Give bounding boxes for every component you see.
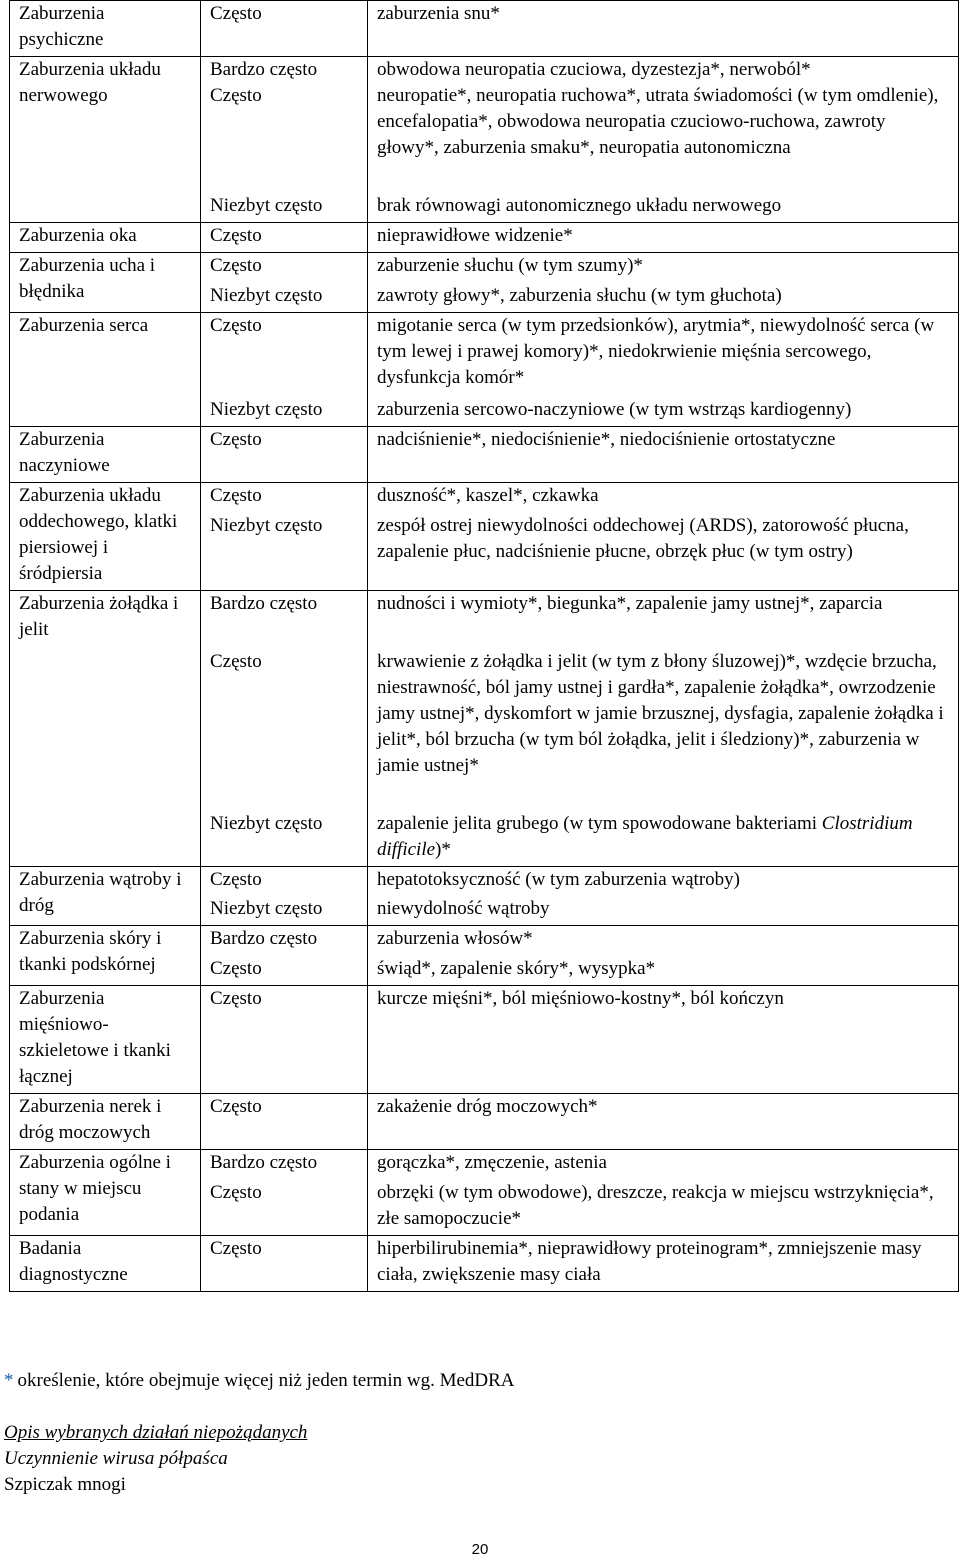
term-text: obrzęki (w tym obwodowe), dreszcze, reakcja w miejscu wstrzyknięcia*, złe samopoczucie* <box>377 1182 934 1229</box>
table-row <box>10 57 959 223</box>
term-text: zawroty głowy*, zaburzenia słuchu (w tym głuchota) <box>377 285 782 306</box>
term-cell <box>368 253 959 313</box>
frequency-label: Bardzo często <box>210 59 318 80</box>
frequency-cell <box>201 1 368 57</box>
term-text: brak równowagi autonomicznego układu nerwowego <box>377 195 782 216</box>
frequency-label: Niezbyt często <box>210 898 323 919</box>
frequency-cell <box>201 253 368 313</box>
frequency-cell <box>201 867 368 926</box>
frequency-label: Często <box>210 315 262 336</box>
frequency-label: Niezbyt często <box>210 813 323 834</box>
frequency-label: Często <box>210 1096 262 1117</box>
frequency-label: Często <box>210 988 262 1009</box>
table-row <box>10 313 959 427</box>
table-row <box>10 253 959 313</box>
term-text: kurcze mięśni*, ból mięśniowo-kostny*, ból kończyn <box>377 988 784 1009</box>
frequency-label: Często <box>210 1182 262 1203</box>
section-heading: Opis wybranych działań niepożądanych <box>4 1422 308 1443</box>
frequency-label: Często <box>210 225 262 246</box>
frequency-cell <box>201 1094 368 1150</box>
term-text: świąd*, zapalenie skóry*, wysypka* <box>377 958 656 979</box>
term-text: nieprawidłowe widzenie* <box>377 225 573 246</box>
term-text: neuropatie*, neuropatia ruchowa*, utrata świadomości (w tym omdlenie), encefalopatia*, obwodowa neuropatia czuciowo-ruchowa, zawroty głowy*, zaburzenia smaku*, neuropatia autonomiczna <box>377 85 939 158</box>
adverse-reactions-table <box>9 0 959 1292</box>
page-number: 20 <box>471 1541 489 1558</box>
term-cell <box>368 57 959 223</box>
frequency-cell <box>201 926 368 986</box>
frequency-label: Często <box>210 255 262 276</box>
term-text: zespół ostrej niewydolności oddechowej (ARDS), zatorowość płucna, zapalenie płuc, nadciśnienie płucne, obrzęk płuc (w tym ostry) <box>377 515 909 562</box>
table-row <box>10 427 959 483</box>
term-text: nudności i wymioty*, biegunka*, zapalenie jamy ustnej*, zaparcia <box>377 593 883 614</box>
term-text-with-italic <box>377 811 950 863</box>
term-text: zaburzenie słuchu (w tym szumy)* <box>377 255 643 276</box>
soc-cell: Zaburzenia skóry i tkanki podskórnej <box>10 926 201 986</box>
table-row <box>10 867 959 926</box>
frequency-cell <box>201 1150 368 1236</box>
soc-cell: Zaburzenia mięśniowo-szkieletowe i tkanki łącznej <box>10 986 201 1094</box>
frequency-cell <box>201 1236 368 1292</box>
term-text: migotanie serca (w tym przedsionków), arytmia*, niewydolność serca (w tym lewej i prawej komory)*, niedokrwienie mięśnia sercowego, dysfunkcja komór* <box>377 315 935 388</box>
frequency-label: Często <box>210 429 262 450</box>
frequency-label: Często <box>210 1238 262 1259</box>
term-text: niewydolność wątroby <box>377 898 550 919</box>
frequency-label: Często <box>210 485 262 506</box>
table-row <box>10 223 959 253</box>
frequency-label: Niezbyt często <box>210 195 323 216</box>
frequency-label: Bardzo często <box>210 1152 318 1173</box>
term-cell <box>368 591 959 867</box>
term-tail-text: )* <box>435 839 451 860</box>
soc-cell: Zaburzenia żołądka i jelit <box>10 591 201 867</box>
table-row <box>10 986 959 1094</box>
term-cell <box>368 427 959 483</box>
frequency-cell <box>201 986 368 1094</box>
frequency-label: Niezbyt często <box>210 285 323 306</box>
section-subheading: Uczynnienie wirusa półpaśca <box>4 1448 228 1469</box>
footnote <box>4 1368 515 1394</box>
table-row <box>10 1150 959 1236</box>
term-text: nadciśnienie*, niedociśnienie*, niedociśnienie ortostatyczne <box>377 429 836 450</box>
term-cell <box>368 223 959 253</box>
frequency-cell <box>201 313 368 427</box>
soc-cell: Zaburzenia ogólne i stany w miejscu podania <box>10 1150 201 1236</box>
term-text: krwawienie z żołądka i jelit (w tym z błony śluzowej)*, wzdęcie brzucha, niestrawność, ból jamy ustnej i gardła*, zapalenie żołądka*, owrzodzenie jamy ustnej*, dyskomfort w jamie brzusznej, dysfagia, zapalenie żołądka i jelit*, ból brzucha (w tym ból żołądka, jelit i śledziony)*, zaburzenia w jamie ustnej* <box>377 651 944 776</box>
term-cell <box>368 867 959 926</box>
term-cell <box>368 313 959 427</box>
soc-cell: Zaburzenia układu nerwowego <box>10 57 201 223</box>
term-cell <box>368 1236 959 1292</box>
term-cell <box>368 1150 959 1236</box>
term-text: duszność*, kaszel*, czkawka <box>377 485 599 506</box>
table-row <box>10 926 959 986</box>
frequency-cell <box>201 483 368 591</box>
term-text: zaburzenia włosów* <box>377 928 533 949</box>
term-cell <box>368 986 959 1094</box>
frequency-label: Niezbyt często <box>210 399 323 420</box>
soc-cell: Zaburzenia nerek i dróg moczowych <box>10 1094 201 1150</box>
footnote-asterisk: * <box>4 1370 14 1391</box>
term-text: obwodowa neuropatia czuciowa, dyzestezja*, nerwoból* <box>377 59 811 80</box>
table-row <box>10 1236 959 1292</box>
frequency-cell <box>201 57 368 223</box>
term-text: zapalenie jelita grubego (w tym spowodowane bakteriami <box>377 813 818 834</box>
frequency-label: Niezbyt często <box>210 515 323 536</box>
table-row <box>10 1 959 57</box>
frequency-cell <box>201 427 368 483</box>
footnote-text: określenie, które obejmuje więcej niż jeden termin wg. MedDRA <box>17 1370 515 1391</box>
frequency-label: Często <box>210 651 262 672</box>
term-text: zakażenie dróg moczowych* <box>377 1096 598 1117</box>
frequency-label: Często <box>210 958 262 979</box>
term-text: hiperbilirubinemia*, nieprawidłowy proteinogram*, zmniejszenie masy ciała, zwiększenie masy ciała <box>377 1238 922 1285</box>
table-row <box>10 483 959 591</box>
soc-cell: Zaburzenia psychiczne <box>10 1 201 57</box>
soc-cell: Zaburzenia wątroby i dróg <box>10 867 201 926</box>
term-cell <box>368 483 959 591</box>
frequency-cell <box>201 223 368 253</box>
term-text: hepatotoksyczność (w tym zaburzenia wątroby) <box>377 869 740 890</box>
frequency-label: Często <box>210 85 262 106</box>
soc-cell: Badania diagnostyczne <box>10 1236 201 1292</box>
table-row <box>10 591 959 867</box>
term-cell <box>368 926 959 986</box>
term-cell <box>368 1094 959 1150</box>
term-text: zaburzenia sercowo-naczyniowe (w tym wstrząs kardiogenny) <box>377 399 852 420</box>
soc-cell: Zaburzenia układu oddechowego, klatki piersiowej i śródpiersia <box>10 483 201 591</box>
frequency-label: Często <box>210 869 262 890</box>
term-italic-text: Clostridium difficile <box>377 813 913 860</box>
soc-cell: Zaburzenia serca <box>10 313 201 427</box>
table-row <box>10 1094 959 1150</box>
soc-cell: Zaburzenia ucha i błędnika <box>10 253 201 313</box>
frequency-label: Często <box>210 3 262 24</box>
soc-cell: Zaburzenia oka <box>10 223 201 253</box>
frequency-label: Bardzo często <box>210 593 318 614</box>
term-cell <box>368 1 959 57</box>
frequency-cell <box>201 591 368 867</box>
soc-cell: Zaburzenia naczyniowe <box>10 427 201 483</box>
section-line: Szpiczak mnogi <box>4 1474 126 1495</box>
term-text: gorączka*, zmęczenie, astenia <box>377 1152 607 1173</box>
term-text: zaburzenia snu* <box>377 3 500 24</box>
frequency-label: Bardzo często <box>210 928 318 949</box>
